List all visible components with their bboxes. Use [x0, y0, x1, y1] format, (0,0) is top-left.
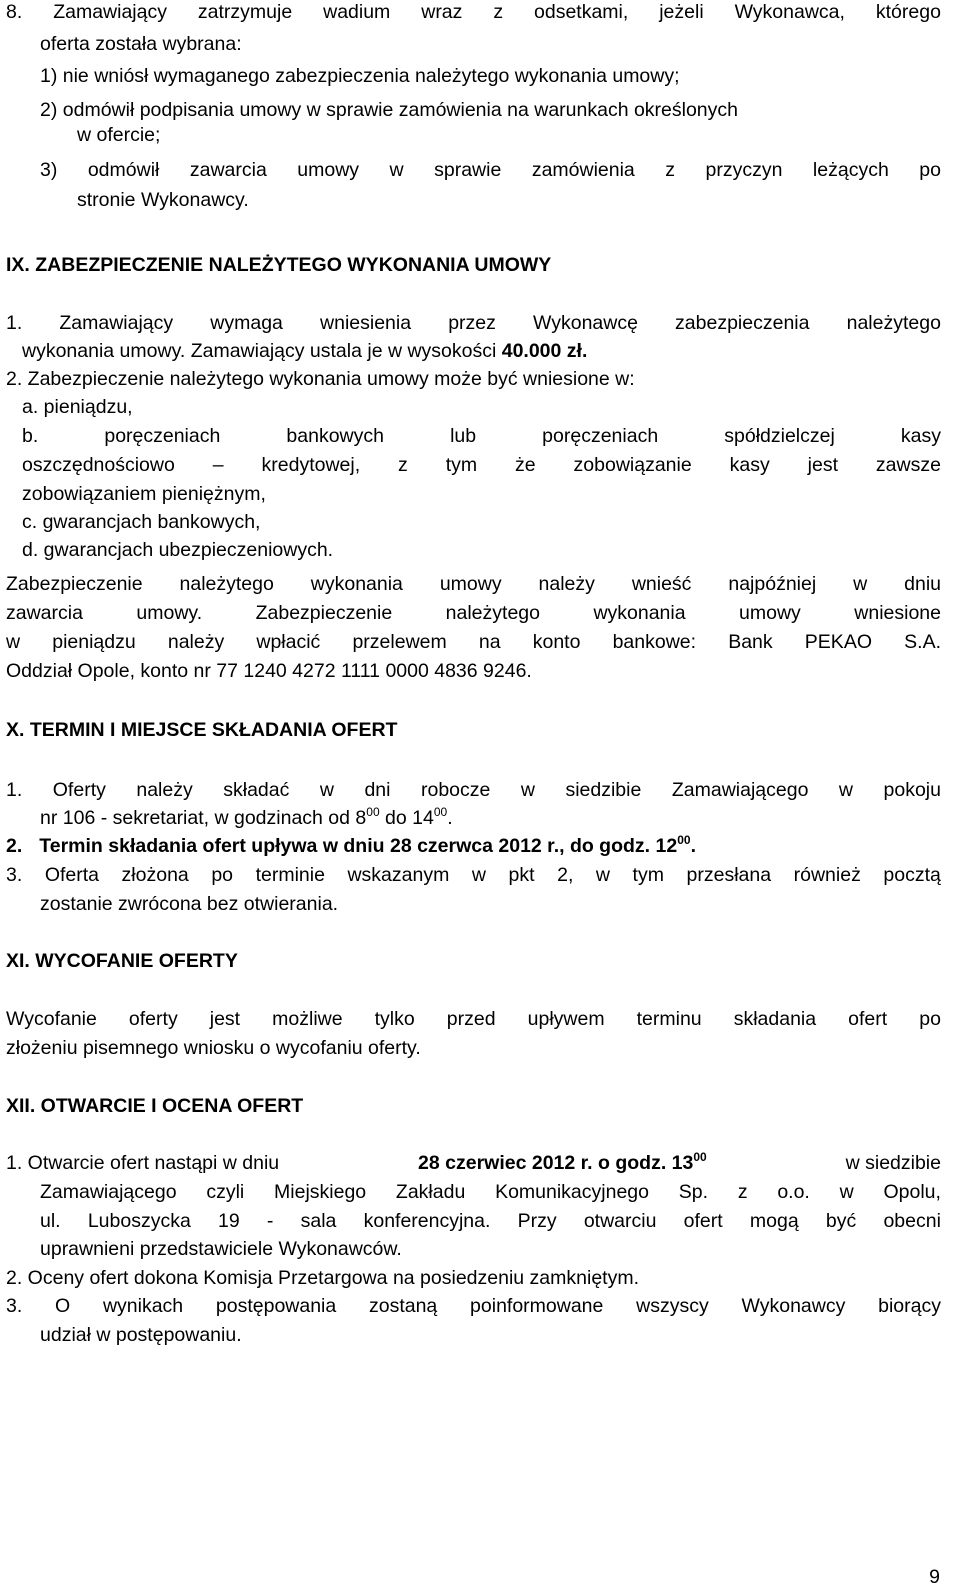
word: wszyscy	[636, 1295, 709, 1317]
word: 3)	[40, 159, 58, 181]
item-8-line-2: oferta została wybrana:	[40, 33, 242, 55]
word: o.o.	[777, 1181, 810, 1203]
word: postępowania	[215, 1295, 337, 1317]
word: wnieść	[631, 573, 692, 595]
section-xii-heading: XII. OTWARCIE I OCENA OFERT	[6, 1095, 304, 1117]
guarantee-amount: 40.000 zł.	[501, 340, 588, 362]
word: czyli	[206, 1181, 245, 1203]
word: w	[520, 779, 535, 801]
item-8-sub-2-line-1: 2) odmówił podpisania umowy w sprawie zamówienia na warunkach określonych	[40, 99, 739, 121]
word: leżących	[812, 159, 889, 181]
word: 3.	[6, 1295, 23, 1317]
word: zawarcia	[189, 159, 267, 181]
section-x-item-3-line-2: zostanie zwrócona bez otwierania.	[40, 893, 339, 915]
word: należytego	[445, 602, 540, 624]
item-8-sub-3-line-1	[40, 158, 941, 182]
word: 1.	[6, 312, 23, 334]
word: również	[793, 864, 861, 886]
word: że	[515, 454, 536, 476]
word: Sp.	[678, 1181, 709, 1203]
word: Zabezpieczenie	[6, 573, 143, 595]
word: poręczeniach	[104, 425, 221, 447]
word: jeżeli	[659, 1, 704, 23]
word: ofert	[848, 1008, 888, 1030]
word: wykonania	[593, 602, 686, 624]
word: umowy	[439, 573, 502, 595]
word: Zamawiający	[59, 312, 174, 334]
word: Zamawiającego	[40, 1181, 177, 1203]
word: pieniądzu	[52, 631, 136, 653]
word: terminu	[636, 1008, 702, 1030]
word: w	[595, 864, 610, 886]
word: poinformowane	[470, 1295, 604, 1317]
item-8-sub-3-line-2: stronie Wykonawcy.	[77, 189, 249, 211]
word: składać	[223, 779, 290, 801]
word: jest	[209, 1008, 241, 1030]
word: Wykonawcę	[532, 312, 638, 334]
word: w	[319, 779, 334, 801]
word: pocztą	[883, 864, 941, 886]
word: Luboszycka	[87, 1210, 191, 1232]
section-ix-para-line-3	[6, 630, 941, 654]
section-xii-item-1-line-2	[40, 1180, 941, 1204]
word: oferty	[128, 1008, 178, 1030]
item-8-line-1	[6, 0, 941, 24]
word: wraz	[421, 1, 463, 23]
section-xii-item-1-line-3	[40, 1209, 941, 1233]
section-x-item-1-line-2: nr 106 - sekretariat, w godzinach od $8^{00}$ do $14^{00}$.	[40, 805, 453, 829]
word: Przy	[517, 1210, 557, 1232]
word: Miejskiego	[274, 1181, 367, 1203]
section-ix-option-b-line-2	[22, 453, 941, 477]
word: zabezpieczenia	[675, 312, 810, 334]
word: Wykonawcy	[741, 1295, 846, 1317]
word: biorący	[878, 1295, 941, 1317]
word: 8.	[6, 1, 23, 23]
word: wpłacić	[256, 631, 321, 653]
word: umowy	[739, 602, 801, 624]
word: pokoju	[883, 779, 941, 801]
item-8-sub-1: 1) nie wniósł wymaganego zabezpieczenia należytego wykonania umowy;	[40, 65, 680, 87]
section-ix-para-line-2	[6, 601, 941, 625]
word: konferencyjna.	[363, 1210, 491, 1232]
section-ix-option-b-line-1	[22, 424, 941, 448]
word: tylko	[374, 1008, 415, 1030]
word: z	[737, 1181, 748, 1203]
word: 19	[218, 1210, 240, 1232]
word: lub	[450, 425, 477, 447]
word: należy	[167, 631, 225, 653]
word: na	[478, 631, 501, 653]
word: Zamawiającego	[671, 779, 809, 801]
word: wykonania	[310, 573, 403, 595]
word: w	[389, 159, 404, 181]
section-ix-option-a: a. pieniądzu,	[22, 396, 133, 418]
word: wynikach	[102, 1295, 184, 1317]
word: którego	[875, 1, 941, 23]
item-8-sub-2-line-2: w ofercie;	[77, 124, 161, 146]
word: PEKAO	[804, 631, 872, 653]
word: 3.	[6, 864, 23, 886]
word: kasy	[729, 454, 770, 476]
word: Oferty	[52, 779, 106, 801]
word: Wykonawca,	[734, 1, 845, 23]
word: składania	[733, 1008, 817, 1030]
word: zobowiązanie	[573, 454, 692, 476]
word: wniesione	[854, 602, 941, 624]
word: wymaga	[210, 312, 283, 334]
word: przed	[446, 1008, 496, 1030]
section-ix-item-2: 2. Zabezpieczenie należytego wykonania umowy może być wniesione w:	[6, 368, 635, 390]
section-xii-item-1-line-1: 1. Otwarcie ofert nastąpi w dniu 28 czerwiec 2012 r. o godz. $13^{00}$ w siedzibie	[6, 1150, 941, 1174]
word: Zakładu	[395, 1181, 466, 1203]
section-ix-option-d: d. gwarancjach ubezpieczeniowych.	[22, 539, 334, 561]
word: bankowych	[286, 425, 384, 447]
word: –	[212, 454, 224, 476]
word: Bank	[728, 631, 773, 653]
word: Komunikacyjnego	[495, 1181, 649, 1203]
section-x-item-1-line-1	[6, 778, 941, 802]
word: w	[839, 1181, 854, 1203]
word: konto	[532, 631, 581, 653]
word: najpóźniej	[728, 573, 817, 595]
word: Zabezpieczenie	[255, 602, 393, 624]
word: poręczeniach	[542, 425, 659, 447]
word: z	[493, 1, 504, 23]
section-xi-heading: XI. WYCOFANIE OFERTY	[6, 950, 238, 972]
word: b.	[22, 425, 39, 447]
word: 2,	[557, 864, 574, 886]
section-x-item-3-line-1	[6, 863, 941, 887]
word: Opolu,	[883, 1181, 941, 1203]
word: po	[919, 159, 941, 181]
word: w	[6, 631, 21, 653]
word: w	[471, 864, 486, 886]
word: być	[825, 1210, 857, 1232]
word: umowy	[297, 159, 360, 181]
section-ix-para-line-4: Oddział Opole, konto nr 77 1240 4272 1111 0000 4836 9246.	[6, 660, 532, 682]
word: zatrzymuje	[197, 1, 293, 23]
section-xi-para-line-2: złożeniu pisemnego wniosku o wycofaniu oferty.	[6, 1037, 421, 1059]
section-ix-item-1-line-2: wykonania umowy. Zamawiający ustala je w wysokości 40.000 zł.	[22, 340, 588, 362]
word: odsetkami,	[534, 1, 629, 23]
word: zawsze	[875, 454, 941, 476]
section-ix-option-c: c. gwarancjach bankowych,	[22, 511, 261, 533]
word: w	[853, 573, 868, 595]
word: wadium	[323, 1, 391, 23]
section-xii-item-1-line-4: uprawnieni przedstawiciele Wykonawców.	[40, 1238, 402, 1260]
section-x-heading: X. TERMIN I MIEJSCE SKŁADANIA OFERT	[6, 719, 398, 741]
word: należytego	[846, 312, 941, 334]
word: S.A.	[904, 631, 941, 653]
word: Zamawiający	[53, 1, 167, 23]
word: jest	[807, 454, 838, 476]
word: złożona	[121, 864, 189, 886]
word: spółdzielczej	[724, 425, 835, 447]
word: z	[665, 159, 676, 181]
word: należytego	[179, 573, 274, 595]
word: należy	[136, 779, 193, 801]
word: pkt	[508, 864, 535, 886]
section-ix-item-1-line-1	[6, 311, 941, 335]
section-xii-item-3-line-1	[6, 1294, 941, 1318]
word: zawarcia	[6, 602, 83, 624]
word: sala	[300, 1210, 337, 1232]
word: terminie	[255, 864, 325, 886]
word: przez	[448, 312, 496, 334]
word: robocze	[420, 779, 491, 801]
word: dniu	[904, 573, 941, 595]
word: otwarciu	[583, 1210, 657, 1232]
section-ix-para-line-1	[6, 572, 941, 596]
page-number: 9	[929, 1566, 940, 1588]
word: należy	[538, 573, 595, 595]
word: tym	[445, 454, 478, 476]
word: Wycofanie	[6, 1008, 97, 1030]
section-xii-item-2: 2. Oceny ofert dokona Komisja Przetargowa na posiedzeniu zamkniętym.	[6, 1267, 639, 1289]
word: po	[919, 1008, 941, 1030]
word: wskazanym	[347, 864, 450, 886]
word: ofert	[683, 1210, 723, 1232]
word: sprawie	[434, 159, 502, 181]
word: tym	[632, 864, 664, 886]
word: O	[55, 1295, 71, 1317]
word: z	[398, 454, 408, 476]
word: możliwe	[272, 1008, 343, 1030]
word: oszczędnościowo	[22, 454, 175, 476]
word: -	[266, 1210, 274, 1232]
word: ul.	[40, 1210, 61, 1232]
word: bankowe:	[612, 631, 697, 653]
word: mogą	[749, 1210, 799, 1232]
word: umowy.	[136, 602, 203, 624]
word: po	[211, 864, 234, 886]
word: w	[838, 779, 854, 801]
word: obecni	[883, 1210, 941, 1232]
word: wniesienia	[320, 312, 412, 334]
section-xii-item-3-line-2: udział w postępowaniu.	[40, 1324, 242, 1346]
word: dni	[364, 779, 391, 801]
word: odmówił	[87, 159, 160, 181]
word: zamówienia	[531, 159, 635, 181]
word: siedzibie	[565, 779, 642, 801]
word: Oferta	[44, 864, 99, 886]
word: przesłana	[686, 864, 772, 886]
word: przelewem	[352, 631, 447, 653]
word: upływem	[527, 1008, 605, 1030]
word: kasy	[900, 425, 941, 447]
word: zostaną	[368, 1295, 438, 1317]
word: 1.	[6, 779, 23, 801]
section-ix-heading: IX. ZABEZPIECZENIE NALEŻYTEGO WYKONANIA UMOWY	[6, 254, 552, 276]
word: przyczyn	[705, 159, 783, 181]
section-x-item-2: 2. Termin składania ofert upływa w dniu 28 czerwca 2012 r., do godz. $12^{00}$.	[6, 833, 696, 857]
section-xi-para-line-1	[6, 1007, 941, 1031]
word: kredytowej,	[261, 454, 361, 476]
section-ix-option-b-line-3: zobowiązaniem pieniężnym,	[22, 483, 266, 505]
